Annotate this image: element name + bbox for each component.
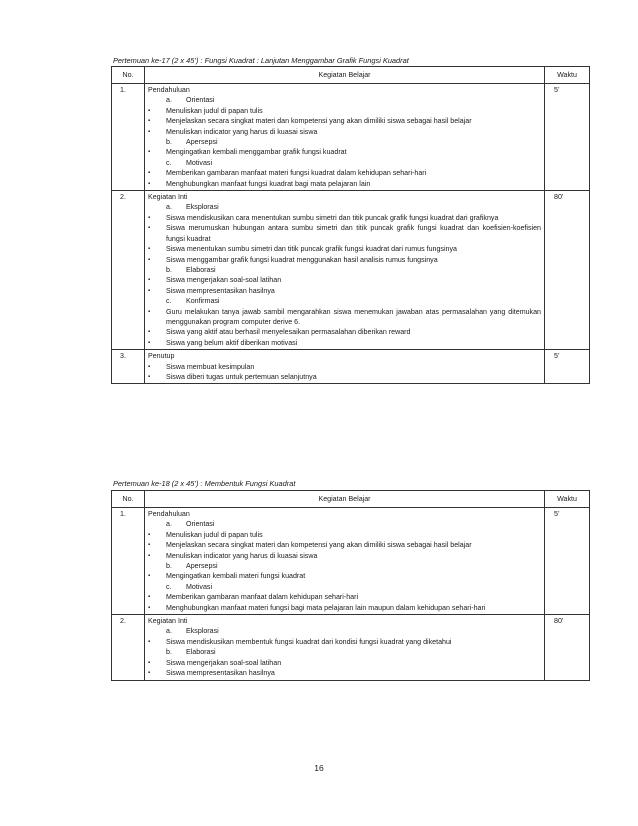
sub-stage bbox=[148, 626, 541, 636]
list-item bbox=[148, 668, 541, 678]
sub-letter: b. bbox=[166, 138, 172, 147]
list-item bbox=[148, 658, 541, 668]
list-item bbox=[148, 362, 541, 372]
list-item bbox=[148, 327, 541, 337]
bullet-icon: ▪ bbox=[148, 118, 151, 125]
list-item bbox=[148, 307, 541, 328]
page-number: 16 bbox=[314, 763, 324, 773]
stage-name: Pendahuluan bbox=[148, 86, 190, 94]
list-item bbox=[148, 603, 541, 613]
bullet-icon: ▪ bbox=[148, 542, 151, 549]
meeting-17-table bbox=[111, 66, 590, 384]
point-text: Siswa menggambar grafik fungsi kuadrat menggunakan hasil analisis rumus fungsinya bbox=[166, 255, 438, 264]
bullet-list bbox=[148, 168, 541, 189]
list-item bbox=[148, 116, 541, 126]
meeting-17-title: Pertemuan ke-17 (2 x 45’) : Fungsi Kuadrat : Lanjutan Menggambar Grafik Fungsi Kuadrat bbox=[113, 56, 409, 65]
list-item bbox=[148, 223, 541, 244]
sub-letter: c. bbox=[166, 297, 172, 306]
activity-cell bbox=[145, 350, 545, 384]
list-item bbox=[148, 338, 541, 348]
sub-letter: a. bbox=[166, 203, 172, 212]
table-row bbox=[112, 84, 590, 191]
row-number: 1. bbox=[112, 84, 145, 191]
list-item bbox=[148, 530, 541, 540]
sub-name: Eksplorasi bbox=[186, 627, 219, 636]
bullet-icon: ▪ bbox=[148, 225, 151, 232]
bullet-list bbox=[148, 213, 541, 265]
point-text: Siswa mengerjakan soal-soal latihan bbox=[166, 276, 282, 285]
list-item bbox=[148, 551, 541, 561]
point-text: Mengingatkan kembali materi fungsi kuadrat bbox=[166, 572, 306, 581]
bullet-icon: ▪ bbox=[148, 170, 151, 177]
point-text: Guru melakukan tanya jawab sambil mengarahkan siswa menemukan jawaban atas permasalahan yang ditemukan menggunakan program computer derive 6. bbox=[166, 307, 541, 326]
activity-cell bbox=[145, 615, 545, 680]
bullet-icon: ▪ bbox=[148, 246, 151, 253]
point-text: Memberikan gambaran manfaat dalam kehidupan sehari-hari bbox=[166, 593, 359, 602]
list-item bbox=[148, 540, 541, 550]
point-text: Memberikan gambaran manfaat materi fungsi kuadrat dalam kehidupan sehari-hari bbox=[166, 169, 427, 178]
list-item bbox=[148, 106, 541, 116]
sub-stage bbox=[148, 519, 541, 529]
sub-stage bbox=[148, 137, 541, 147]
sub-letter: a. bbox=[166, 96, 172, 105]
sub-name: Apersepsi bbox=[186, 138, 218, 147]
table-row bbox=[112, 508, 590, 615]
sub-stage bbox=[148, 158, 541, 168]
point-text: Menuliskan judul di papan tulis bbox=[166, 106, 263, 115]
bullet-icon: ▪ bbox=[148, 128, 151, 135]
point-text: Siswa menentukan sumbu simetri dan titik puncak grafik fungsi kuadrat dari rumus fungsinya bbox=[166, 245, 457, 254]
sub-letter: b. bbox=[166, 648, 172, 657]
row-time: 5’ bbox=[545, 350, 590, 384]
stage-name: Kegiatan Inti bbox=[148, 193, 188, 202]
bullet-icon: ▪ bbox=[148, 107, 151, 114]
header-time: Waktu bbox=[545, 67, 590, 84]
list-item bbox=[148, 168, 541, 178]
point-text: Menjelaskan secara singkat materi dan kompetensi yang akan dimiliki siswa sebagai hasil belajar bbox=[166, 541, 472, 550]
sub-name: Elaborasi bbox=[186, 265, 216, 274]
list-item bbox=[148, 592, 541, 602]
point-text: Menjelaskan secara singkat materi dan kompetensi yang akan dimiliki siswa sebagai hasil belajar bbox=[166, 117, 472, 126]
bullet-icon: ▪ bbox=[148, 287, 151, 294]
sub-name: Orientasi bbox=[186, 96, 215, 105]
stage-name: Penutup bbox=[148, 352, 175, 361]
sub-stage bbox=[148, 582, 541, 592]
bullet-icon: ▪ bbox=[148, 277, 151, 284]
sub-letter: c. bbox=[166, 582, 172, 591]
point-text: Siswa merumuskan hubungan antara sumbu simetri dan titik puncak grafik fungsi kuadrat dan koefisien-koefisien fungsi kuadrat bbox=[166, 224, 541, 243]
bullet-icon: ▪ bbox=[148, 670, 151, 677]
sub-stage bbox=[148, 95, 541, 105]
table-row bbox=[112, 350, 590, 384]
bullet-icon: ▪ bbox=[148, 594, 151, 601]
sub-name: Orientasi bbox=[186, 520, 215, 529]
sub-stage bbox=[148, 202, 541, 212]
stage-name: Kegiatan Inti bbox=[148, 617, 188, 626]
list-item bbox=[148, 637, 541, 647]
bullet-icon: ▪ bbox=[148, 214, 151, 221]
bullet-icon: ▪ bbox=[148, 659, 151, 666]
point-text: Menuliskan indicator yang harus di kuasai siswa bbox=[166, 551, 318, 560]
bullet-icon: ▪ bbox=[148, 573, 151, 580]
sub-letter: b. bbox=[166, 265, 172, 274]
sub-name: Motivasi bbox=[186, 158, 213, 167]
row-time: 5’ bbox=[545, 508, 590, 615]
bullet-list bbox=[148, 658, 541, 679]
list-item bbox=[148, 213, 541, 223]
list-item bbox=[148, 179, 541, 189]
list-item bbox=[148, 286, 541, 296]
list-item bbox=[148, 255, 541, 265]
bullet-icon: ▪ bbox=[148, 363, 151, 370]
list-item bbox=[148, 275, 541, 285]
sub-name: Eksplorasi bbox=[186, 203, 219, 212]
bullet-list bbox=[148, 637, 541, 647]
table-row bbox=[112, 615, 590, 680]
sub-stage bbox=[148, 561, 541, 571]
header-time: Waktu bbox=[545, 491, 590, 508]
bullet-icon: ▪ bbox=[148, 256, 151, 263]
bullet-icon: ▪ bbox=[148, 308, 151, 315]
point-text: Menuliskan judul di papan tulis bbox=[166, 530, 263, 539]
point-text: Menghubungkan manfaat fungsi kuadrat bagi mata pelajaran lain bbox=[166, 179, 371, 188]
list-item bbox=[148, 244, 541, 254]
table-header-row bbox=[112, 491, 590, 508]
meeting-18-title: Pertemuan ke-18 (2 x 45’) : Membentuk Fungsi Kuadrat bbox=[113, 479, 296, 488]
bullet-list bbox=[148, 275, 541, 296]
header-activity: Kegiatan Belajar bbox=[145, 491, 545, 508]
point-text: Mengingatkan kembali menggambar grafik fungsi kuadrat bbox=[166, 148, 347, 157]
header-no: No. bbox=[112, 67, 145, 84]
activity-cell bbox=[145, 508, 545, 615]
list-item bbox=[148, 372, 541, 382]
sub-name: Motivasi bbox=[186, 582, 213, 591]
bullet-icon: ▪ bbox=[148, 180, 151, 187]
bullet-list bbox=[148, 571, 541, 581]
sub-stage bbox=[148, 265, 541, 275]
table-header-row bbox=[112, 67, 590, 84]
row-time: 80’ bbox=[545, 191, 590, 350]
sub-letter: c. bbox=[166, 158, 172, 167]
sub-letter: a. bbox=[166, 520, 172, 529]
bullet-list bbox=[148, 362, 541, 383]
bullet-list bbox=[148, 147, 541, 157]
point-text: Siswa diberi tugas untuk pertemuan selanjutnya bbox=[166, 372, 317, 381]
point-text: Siswa yang belum aktif diberikan motivasi bbox=[166, 338, 298, 347]
sub-name: Elaborasi bbox=[186, 648, 216, 657]
row-time: 80’ bbox=[545, 615, 590, 680]
list-item bbox=[148, 571, 541, 581]
bullet-icon: ▪ bbox=[148, 149, 151, 156]
point-text: Siswa mempresentasikan hasilnya bbox=[166, 669, 275, 678]
list-item bbox=[148, 127, 541, 137]
bullet-icon: ▪ bbox=[148, 604, 151, 611]
bullet-icon: ▪ bbox=[148, 638, 151, 645]
activity-cell bbox=[145, 191, 545, 350]
table-row bbox=[112, 191, 590, 350]
sub-letter: a. bbox=[166, 627, 172, 636]
point-text: Siswa membuat kesimpulan bbox=[166, 362, 255, 371]
row-number: 2. bbox=[112, 191, 145, 350]
row-number: 1. bbox=[112, 508, 145, 615]
bullet-list bbox=[148, 106, 541, 137]
point-text: Menghubungkan manfaat materi fungsi bagi mata pelajaran lain maupun dalam kehidupan sehari-hari bbox=[166, 603, 486, 612]
row-number: 3. bbox=[112, 350, 145, 384]
sub-stage bbox=[148, 296, 541, 306]
stage-name: Pendahuluan bbox=[148, 510, 190, 518]
header-activity: Kegiatan Belajar bbox=[145, 67, 545, 84]
point-text: Menuliskan indicator yang harus di kuasai siswa bbox=[166, 127, 318, 136]
list-item bbox=[148, 147, 541, 157]
bullet-icon: ▪ bbox=[148, 531, 151, 538]
sub-stage bbox=[148, 647, 541, 657]
row-time: 5’ bbox=[545, 84, 590, 191]
header-no: No. bbox=[112, 491, 145, 508]
point-text: Siswa mengerjakan soal-soal latihan bbox=[166, 658, 282, 667]
bullet-list bbox=[148, 530, 541, 561]
point-text: Siswa mempresentasikan hasilnya bbox=[166, 286, 275, 295]
sub-letter: b. bbox=[166, 562, 172, 571]
bullet-list bbox=[148, 592, 541, 613]
row-number: 2. bbox=[112, 615, 145, 680]
bullet-list bbox=[148, 307, 541, 349]
point-text: Siswa yang aktif atau berhasil menyelesaikan permasalahan diberikan reward bbox=[166, 328, 411, 337]
bullet-icon: ▪ bbox=[148, 329, 151, 336]
point-text: Siswa mendiskusikan cara menentukan sumbu simetri dan titik puncak grafik fungsi kuadrat dari grafiknya bbox=[166, 213, 499, 222]
bullet-icon: ▪ bbox=[148, 373, 151, 380]
sub-name: Konfirmasi bbox=[186, 297, 220, 306]
meeting-18-table bbox=[111, 490, 590, 681]
bullet-icon: ▪ bbox=[148, 552, 151, 559]
sub-name: Apersepsi bbox=[186, 562, 218, 571]
point-text: Siswa mendiskusikan membentuk fungsi kuadrat dari kondisi fungsi kuadrat yang diketahui bbox=[166, 637, 452, 646]
bullet-icon: ▪ bbox=[148, 339, 151, 346]
activity-cell bbox=[145, 84, 545, 191]
